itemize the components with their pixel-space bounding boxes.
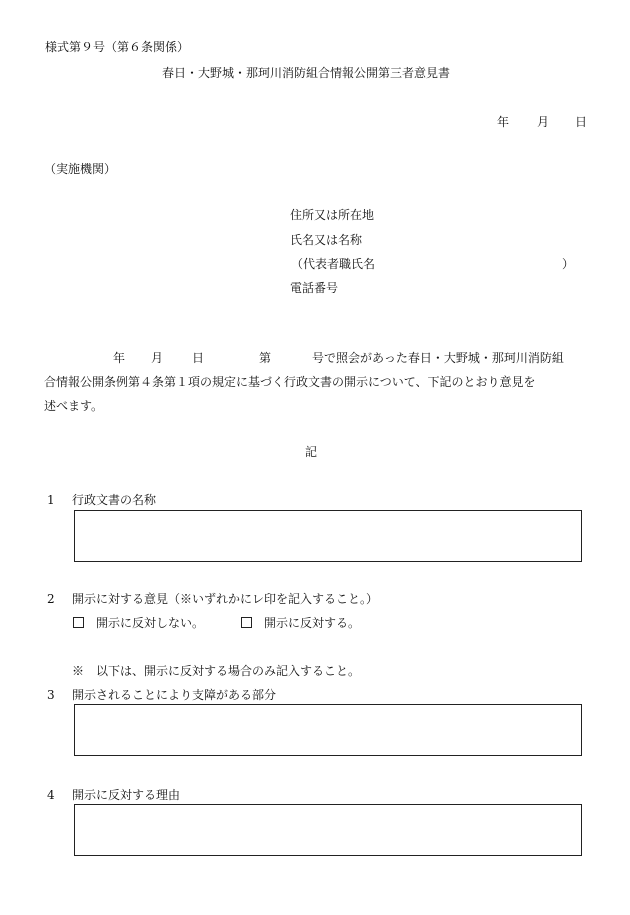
opposition-reason-field[interactable] xyxy=(74,804,582,856)
body-text-line2: 合情報公開条例第４条第１項の規定に基づく行政文書の開示について、下記のとおり意見を xyxy=(44,375,536,389)
not-oppose-checkbox[interactable] xyxy=(73,617,84,628)
affected-part-field[interactable] xyxy=(74,704,582,756)
date-year-label: 年 xyxy=(497,115,510,129)
body-text-line3: 述べます。 xyxy=(44,399,104,413)
item1-number: 1 xyxy=(47,493,55,507)
oppose-label: 開示に反対する。 xyxy=(264,616,361,630)
phone-label: 電話番号 xyxy=(290,281,339,295)
item3-label: 開示されることにより支障がある部分 xyxy=(72,688,277,702)
item2-label: 開示に対する意見（※いずれかにレ印を記入すること。） xyxy=(72,592,379,606)
body-text-line1: 号で照会があった春日・大野城・那珂川消防組 xyxy=(312,351,564,365)
body-dai: 第 xyxy=(259,351,272,365)
form-number: 様式第９号（第６条関係） xyxy=(45,40,190,54)
item3-number: 3 xyxy=(47,688,55,702)
body-year: 年 xyxy=(113,351,126,365)
item4-number: 4 xyxy=(47,788,55,802)
address-label: 住所又は所在地 xyxy=(290,208,375,222)
item4-label: 開示に反対する理由 xyxy=(72,788,181,802)
oppose-checkbox[interactable] xyxy=(241,617,252,628)
representative-close-paren: ） xyxy=(562,257,575,271)
document-title: 春日・大野城・那珂川消防組合情報公開第三者意見書 xyxy=(162,66,451,80)
option-oppose[interactable] xyxy=(241,617,360,629)
not-oppose-label: 開示に反対しない。 xyxy=(96,616,205,630)
option-not-oppose[interactable] xyxy=(73,617,204,629)
body-month: 月 xyxy=(151,351,164,365)
date-month-label: 月 xyxy=(537,115,550,129)
date-day-label: 日 xyxy=(575,115,588,129)
opposition-note: ※ 以下は、開示に反対する場合のみ記入すること。 xyxy=(72,664,361,678)
body-day: 日 xyxy=(192,351,205,365)
document-name-field[interactable] xyxy=(74,510,582,562)
item2-number: 2 xyxy=(47,592,55,606)
representative-label: （代表者職氏名 xyxy=(291,257,376,271)
item1-label: 行政文書の名称 xyxy=(72,493,157,507)
recipient-label: （実施機関） xyxy=(44,162,117,176)
ki-heading: 記 xyxy=(305,445,318,459)
name-label: 氏名又は名称 xyxy=(290,233,363,247)
